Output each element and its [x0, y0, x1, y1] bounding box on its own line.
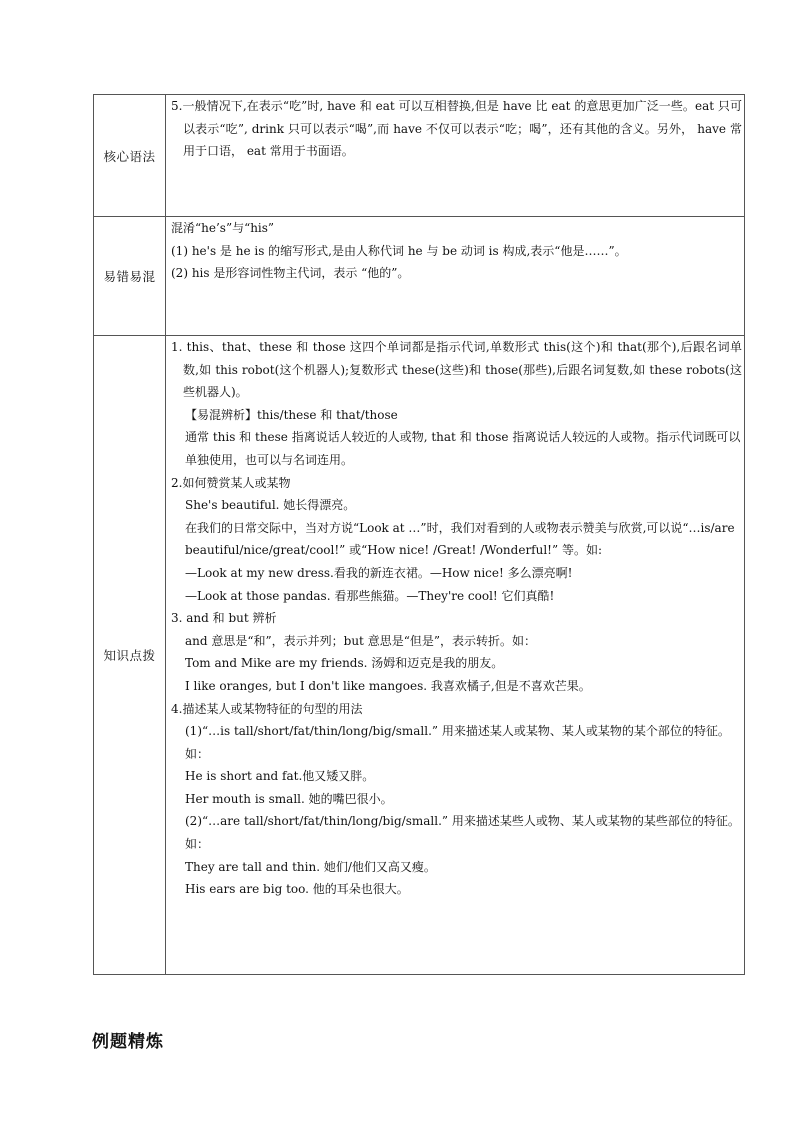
point-1-body: 通常 this 和 these 指离说话人较近的人或物, that 和 those 指离说话人较远的人或物。指示代词既可以单独使用，也可以与名词连用。 — [185, 430, 741, 467]
knowledge-table — [93, 94, 745, 975]
table-row-confusion — [94, 217, 745, 336]
point-4-example-3: They are tall and thin. 她们/他们又高又瘦。 — [185, 859, 436, 874]
point-4-example-4: His ears are big too. 他的耳朵也很大。 — [185, 882, 409, 897]
table-row-knowledge — [94, 336, 745, 975]
point-4-pattern-1: (1)“…is tall/short/fat/thin/long/big/small.” 用来描述某人或某物、某人或某物的某个部位的特征。如： — [185, 724, 730, 761]
point-3-heading: 3. and 和 but 辨析 — [171, 611, 277, 626]
point-3-example-2: I like oranges, but I don't like mangoes. 我喜欢橘子,但是不喜欢芒果。 — [185, 678, 591, 693]
point-2-dialog-1: —Look at my new dress.看我的新连衣裙。—How nice! 多么漂亮啊! — [185, 565, 573, 580]
row-label: 易错易混 — [94, 217, 166, 336]
row-content — [166, 336, 745, 975]
point-2-body: 在我们的日常交际中，当对方说“Look at …”时，我们对看到的人或物表示赞美与欣赏,可以说“…is/are beautiful/nice/great/cool!” 或“How nice! /Great! /Wonderful!” 等。如: — [185, 520, 735, 558]
table-row-core-grammar — [94, 95, 745, 217]
point-4-example-2: Her mouth is small. 她的嘴巴很小。 — [185, 791, 393, 806]
point-2-example: She's beautiful. 她长得漂亮。 — [185, 498, 356, 513]
point-2-dialog-2: —Look at those pandas. 看那些熊猫。—They're cool! 它们真酷! — [185, 588, 555, 603]
row-content — [166, 95, 745, 217]
point-3-example-1: Tom and Mike are my friends. 汤姆和迈克是我的朋友。 — [185, 656, 504, 671]
point-4-example-1: He is short and fat.他又矮又胖。 — [185, 769, 375, 784]
point-2-heading: 2.如何赞赏某人或某物 — [171, 475, 291, 490]
point-4-heading: 4.描述某人或某物特征的句型的用法 — [171, 701, 363, 716]
grammar-point-5: 5.一般情况下,在表示“吃”时, have 和 eat 可以互相替换,但是 have 比 eat 的意思更加广泛一些。eat 只可以表示“吃”, drink 只可以表示“喝”,而 have 不仅可以表示“吃；喝”，还有其他的含义。另外， have 常用于口语， eat 常用于书面语。 — [171, 99, 742, 159]
point-1-tag: 【易混辨析】this/these 和 that/those — [185, 407, 398, 422]
confusion-line-2: (2) his 是形容词性物主代词，表示 “他的”。 — [171, 266, 410, 281]
row-label: 核心语法 — [94, 95, 166, 217]
point-3-body: and 意思是“和”，表示并列；but 意思是“但是”，表示转折。如： — [185, 633, 536, 648]
row-content — [166, 217, 745, 336]
point-4-pattern-2: (2)“…are tall/short/fat/thin/long/big/small.” 用来描述某些人或物、某人或某物的某些部位的特征。如： — [185, 814, 740, 852]
confusion-line-1: (1) he's 是 he is 的缩写形式,是由人称代词 he 与 be 动词 is 构成,表示“他是……”。 — [171, 243, 627, 258]
row-label: 知识点拨 — [94, 336, 166, 975]
point-1-heading: 1. this、that、these 和 those 这四个单词都是指示代词,单数形式 this(这个)和 that(那个),后跟名词单数,如 this robot(这个机器人);复数形式 these(这些)和 those(那些),后跟名词复数,如 these robots(这些机器人)。 — [171, 340, 742, 400]
confusion-title: 混淆“he’s”与“his” — [171, 221, 275, 235]
section-title-examples: 例题精炼 — [92, 1032, 164, 1052]
